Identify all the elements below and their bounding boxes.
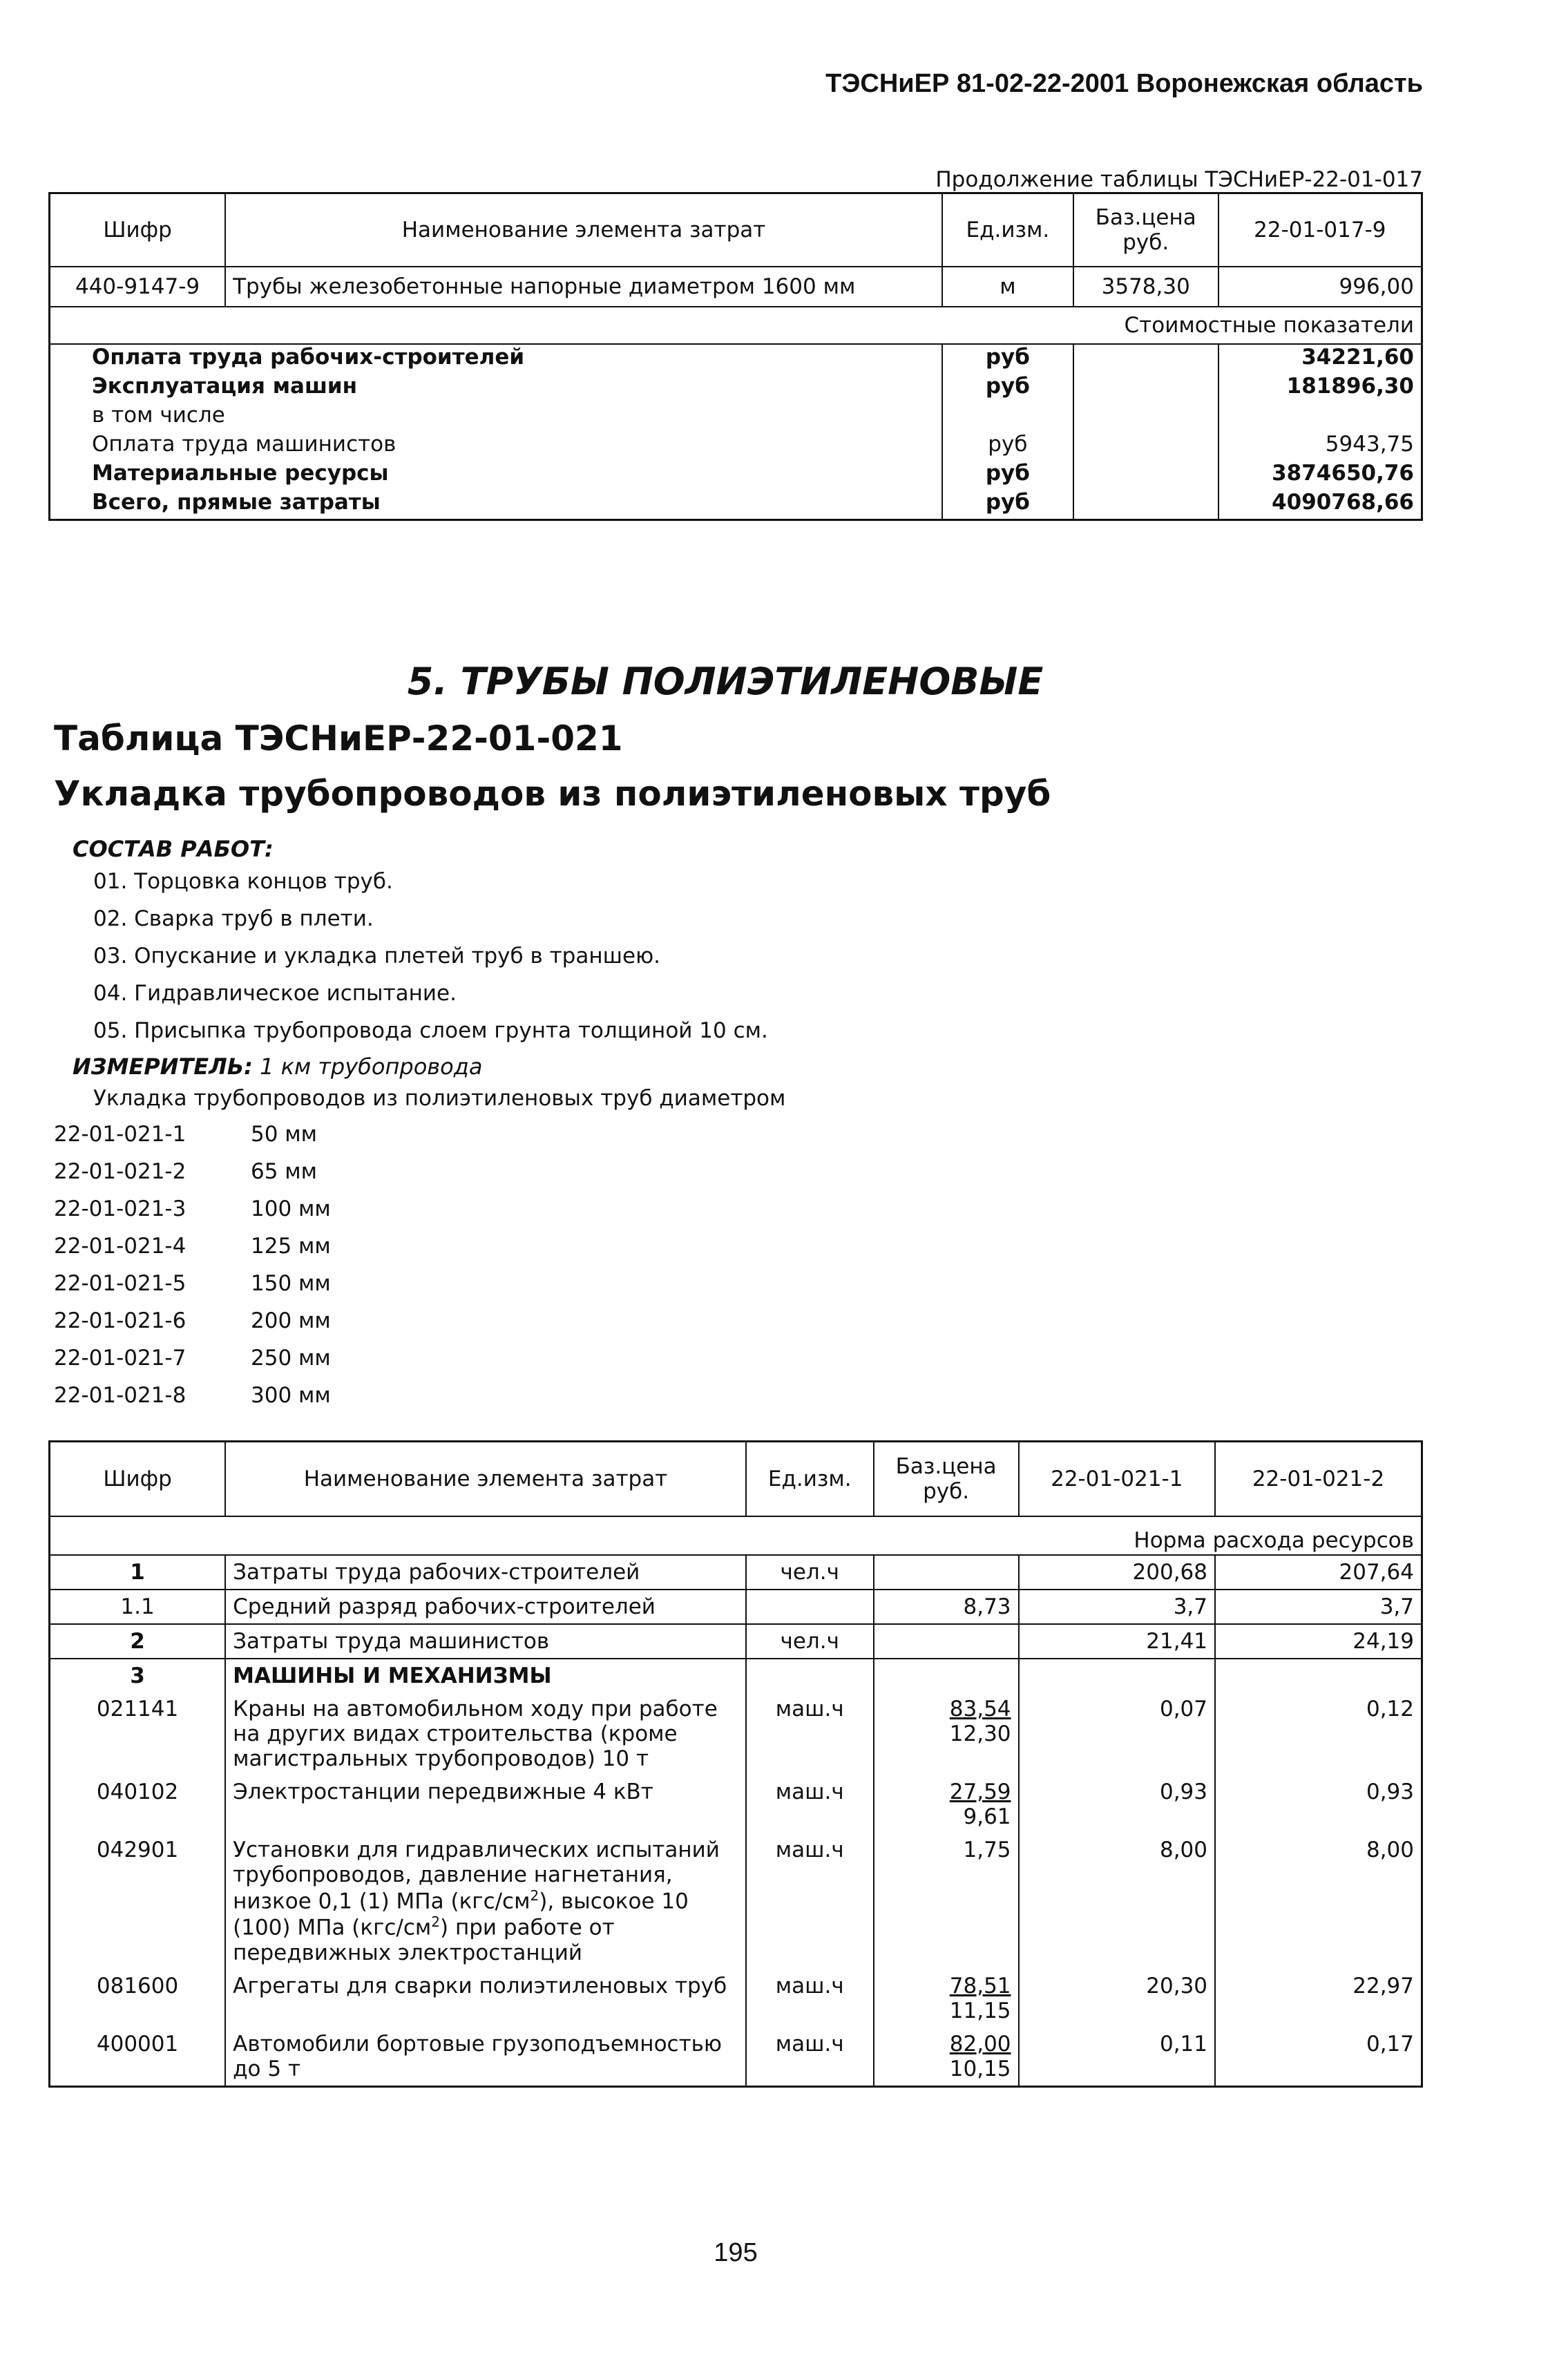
row-unit: маш.ч — [746, 1775, 874, 1833]
row-price: 3578,30 — [1073, 267, 1218, 307]
row-unit: маш.ч — [746, 1969, 874, 2028]
col-header-norm-2: 22-01-021-2 — [1215, 1442, 1422, 1517]
superscript: 2 — [530, 1887, 539, 1904]
section-row — [50, 1516, 1422, 1555]
price-wage: 11,15 — [949, 1998, 1011, 2023]
row-unit: маш.ч — [746, 1833, 874, 1969]
row-price: 1,75 — [874, 1833, 1019, 1969]
measure-value: 1 км трубопровода — [260, 1053, 483, 1080]
size: 300 мм — [251, 1383, 331, 1408]
cost-unit: руб — [942, 344, 1073, 374]
table-row — [50, 1775, 1422, 1833]
table-row — [50, 1624, 1422, 1659]
code-list-item — [54, 1383, 331, 1408]
row-value-2: 24,19 — [1215, 1624, 1422, 1659]
row-value-1: 0,07 — [1019, 1692, 1215, 1775]
row-price — [874, 1775, 1019, 1833]
table-name: Укладка трубопроводов из полиэтиленовых труб — [54, 774, 1051, 814]
col-header-name: Наименование элемента затрат — [225, 193, 942, 267]
row-value-2: 207,64 — [1215, 1555, 1422, 1590]
row-code: 1.1 — [50, 1590, 226, 1624]
row-value: 996,00 — [1218, 267, 1422, 307]
row-code: 400001 — [50, 2028, 226, 2087]
row-name: Электростанции передвижные 4 кВт — [225, 1775, 746, 1833]
col-header-code: Шифр — [50, 1442, 226, 1517]
row-code: 081600 — [50, 1969, 226, 2028]
cost-value: 3874650,76 — [1218, 461, 1422, 490]
work-item: 05. Присыпка трубопровода слоем грунта толщиной 10 см. — [93, 1018, 768, 1043]
col-header-price: Баз.цена руб. — [1073, 193, 1218, 267]
row-name: МАШИНЫ И МЕХАНИЗМЫ — [225, 1659, 746, 1692]
row-value-1: 200,68 — [1019, 1555, 1215, 1590]
cost-unit: руб — [942, 374, 1073, 403]
col-header-unit: Ед.изм. — [746, 1442, 874, 1517]
row-unit: м — [942, 267, 1073, 307]
row-value-2: 0,12 — [1215, 1692, 1422, 1775]
row-value-1: 20,30 — [1019, 1969, 1215, 2028]
code: 22-01-021-6 — [54, 1308, 187, 1333]
size: 150 мм — [251, 1271, 331, 1296]
code: 22-01-021-3 — [54, 1196, 187, 1221]
cost-unit: руб — [942, 461, 1073, 490]
work-item: 04. Гидравлическое испытание. — [93, 981, 457, 1006]
superscript: 2 — [431, 1914, 441, 1931]
row-price: 8,73 — [874, 1590, 1019, 1624]
row-value-1: 0,93 — [1019, 1775, 1215, 1833]
table-row — [50, 2028, 1422, 2087]
page-header-title: ТЭСНиЕР 81-02-22-2001 Воронежская область — [825, 69, 1423, 98]
table-header-row — [50, 193, 1422, 267]
col-header-code: Шифр — [50, 193, 226, 267]
row-price — [874, 1692, 1019, 1775]
row-code: 1 — [50, 1555, 226, 1590]
cost-name: в том числе — [50, 403, 942, 432]
section-title: 5. ТРУБЫ ПОЛИЭТИЛЕНОВЫЕ — [407, 660, 1044, 703]
size: 100 мм — [251, 1196, 331, 1221]
row-code: 021141 — [50, 1692, 226, 1775]
row-unit: чел.ч — [746, 1624, 874, 1659]
cost-row — [50, 403, 1422, 432]
row-name: Краны на автомобильном ходу при работе на других видах строительства (кроме магистральных трубопроводов) 10 т — [225, 1692, 746, 1775]
work-item: 01. Торцовка концов труб. — [93, 869, 393, 894]
row-name-part: ), высокое 10 (100) МПа (кгс/см — [233, 1889, 689, 1940]
size: 125 мм — [251, 1234, 331, 1259]
price-base: 83,54 — [949, 1697, 1011, 1721]
table-row — [50, 1833, 1422, 1969]
code-list-item — [54, 1196, 331, 1221]
row-value-1: 21,41 — [1019, 1624, 1215, 1659]
row-price — [874, 1555, 1019, 1590]
col-header-norm: 22-01-017-9 — [1218, 193, 1422, 267]
row-value-2: 3,7 — [1215, 1590, 1422, 1624]
cost-value: 4090768,66 — [1218, 490, 1422, 520]
code: 22-01-021-1 — [54, 1122, 187, 1147]
row-name: Трубы железобетонные напорные диаметром 1600 мм — [225, 267, 942, 307]
code-list-item — [54, 1308, 331, 1333]
row-name — [225, 1833, 746, 1969]
cost-value: 5943,75 — [1218, 432, 1422, 461]
table-row — [50, 1555, 1422, 1590]
row-value-1: 8,00 — [1019, 1833, 1215, 1969]
cost-row — [50, 490, 1422, 520]
price-wage: 12,30 — [949, 1721, 1011, 1746]
cost-name: Эксплуатация машин — [50, 374, 942, 403]
col-header-norm-1: 22-01-021-1 — [1019, 1442, 1215, 1517]
size: 250 мм — [251, 1346, 331, 1371]
row-price — [874, 1969, 1019, 2028]
code-list-item — [54, 1346, 331, 1371]
size: 200 мм — [251, 1308, 331, 1333]
section-label: Стоимостные показатели — [50, 307, 1422, 344]
work-item: 02. Сварка труб в плети. — [93, 906, 374, 931]
row-name: Затраты труда машинистов — [225, 1624, 746, 1659]
cost-unit: руб — [942, 432, 1073, 461]
table-title: Таблица ТЭСНиЕР-22-01-021 — [54, 718, 623, 759]
table-header-row — [50, 1442, 1422, 1517]
col-header-price: Баз.цена руб. — [874, 1442, 1019, 1517]
price-base: 78,51 — [949, 1973, 1011, 1998]
works-title: СОСТАВ РАБОТ: — [73, 836, 274, 862]
row-name: Агрегаты для сварки полиэтиленовых труб — [225, 1969, 746, 2028]
cost-value — [1218, 403, 1422, 432]
cost-row — [50, 432, 1422, 461]
table-row — [50, 1969, 1422, 2028]
row-value-2: 22,97 — [1215, 1969, 1422, 2028]
row-name: Затраты труда рабочих-строителей — [225, 1555, 746, 1590]
code-list-item — [54, 1122, 317, 1147]
price-wage: 9,61 — [963, 1804, 1011, 1829]
cost-name: Оплата труда машинистов — [50, 432, 942, 461]
cost-unit — [942, 403, 1073, 432]
row-name: Автомобили бортовые грузоподъемностью до 5 т — [225, 2028, 746, 2087]
table-row — [50, 1659, 1422, 1692]
size: 65 мм — [251, 1159, 318, 1184]
row-name: Средний разряд рабочих-строителей — [225, 1590, 746, 1624]
resource-norm-table — [48, 1440, 1423, 2088]
table-row — [50, 1590, 1422, 1624]
code: 22-01-021-8 — [54, 1383, 187, 1408]
code: 22-01-021-7 — [54, 1346, 187, 1371]
col-header-unit: Ед.изм. — [942, 193, 1073, 267]
row-code: 3 — [50, 1659, 226, 1692]
cost-name: Материальные ресурсы — [50, 461, 942, 490]
code: 22-01-021-5 — [54, 1271, 187, 1296]
size: 50 мм — [251, 1122, 318, 1147]
row-price — [874, 1624, 1019, 1659]
table-continuation-label: Продолжение таблицы ТЭСНиЕР-22-01-017 — [935, 167, 1423, 192]
work-item: 03. Опускание и укладка плетей труб в траншею. — [93, 944, 661, 969]
col-header-name: Наименование элемента затрат — [225, 1442, 746, 1517]
row-unit: чел.ч — [746, 1555, 874, 1590]
cost-name: Оплата труда рабочих-строителей — [50, 344, 942, 374]
cost-row — [50, 374, 1422, 403]
row-value-2: 8,00 — [1215, 1833, 1422, 1969]
price-wage: 10,15 — [949, 2056, 1011, 2081]
row-value-1: 3,7 — [1019, 1590, 1215, 1624]
code: 22-01-021-2 — [54, 1159, 187, 1184]
cost-value: 181896,30 — [1218, 374, 1422, 403]
row-name-part: ) при работе от передвижных электростанций — [233, 1915, 615, 1965]
row-name-part: Установки для гидравлических испытаний трубопроводов, давление нагнетания, низкое 0,1 (1) МПа (кгс/см — [233, 1838, 720, 1914]
cost-table-continued — [48, 192, 1423, 521]
row-value-2: 0,17 — [1215, 2028, 1422, 2087]
measure-label: ИЗМЕРИТЕЛЬ: — [73, 1053, 253, 1080]
description: Укладка трубопроводов из полиэтиленовых труб диаметром — [93, 1086, 786, 1111]
price-base: 27,59 — [949, 1780, 1011, 1804]
table-row — [50, 1692, 1422, 1775]
code-list-item — [54, 1234, 331, 1259]
row-code: 2 — [50, 1624, 226, 1659]
row-code: 040102 — [50, 1775, 226, 1833]
code-list-item — [54, 1271, 331, 1296]
row-value-1: 0,11 — [1019, 2028, 1215, 2087]
row-code: 440-9147-9 — [50, 267, 226, 307]
page-number: 195 — [714, 2238, 758, 2267]
cost-value: 34221,60 — [1218, 344, 1422, 374]
table-row — [50, 267, 1422, 307]
row-unit — [746, 1590, 874, 1624]
row-price — [874, 2028, 1019, 2087]
row-unit: маш.ч — [746, 1692, 874, 1775]
section-row — [50, 307, 1422, 344]
row-unit: маш.ч — [746, 2028, 874, 2087]
cost-unit: руб — [942, 490, 1073, 520]
row-code: 042901 — [50, 1833, 226, 1969]
section-label: Норма расхода ресурсов — [50, 1516, 1422, 1555]
code-list-item — [54, 1159, 317, 1184]
price-base: 82,00 — [949, 2031, 1011, 2057]
cost-name: Всего, прямые затраты — [50, 490, 942, 520]
measure-line — [73, 1053, 482, 1080]
cost-row — [50, 461, 1422, 490]
code: 22-01-021-4 — [54, 1234, 187, 1259]
row-value-2: 0,93 — [1215, 1775, 1422, 1833]
cost-row — [50, 344, 1422, 374]
